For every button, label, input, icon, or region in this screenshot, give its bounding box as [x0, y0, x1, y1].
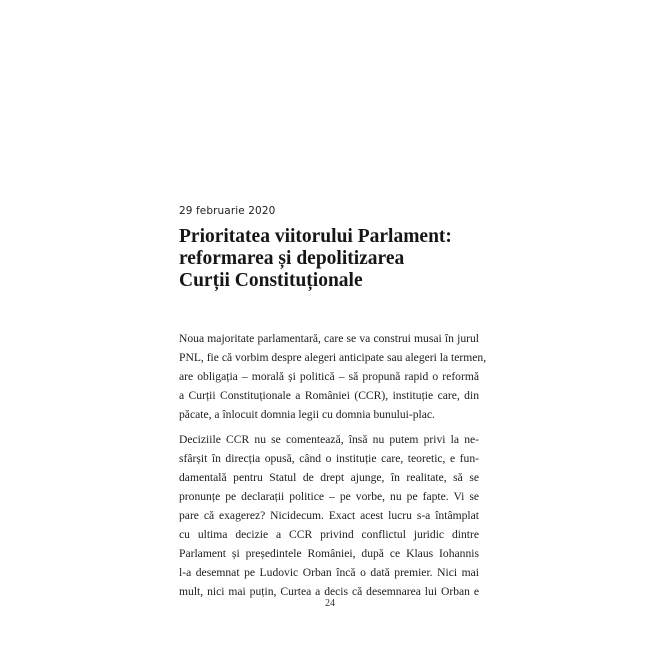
text-line: are obligația – morală și politică – să propună rapid o reformă	[179, 370, 479, 383]
text-line: sfârșit în direcția opusă, când o instituție care, teoretic, e fun-	[179, 452, 479, 465]
text-line: pare că exagerez? Nicidecum. Exact acest lucru s-a întâmplat	[179, 509, 479, 522]
paragraph-1	[179, 329, 487, 424]
text-line: damentală pentru Statul de drept ajunge, în realitate, să se	[179, 471, 479, 484]
title-line: Curții Constituționale	[179, 270, 363, 291]
paragraph-2	[179, 430, 479, 601]
text-line: Noua majoritate parlamentară, care se va construi musai în jurul	[179, 332, 479, 345]
text-line: cu ultima decizie a CCR privind conflictul juridic dintre	[179, 528, 479, 541]
text-line: Parlament și președintele României, după ce Klaus Iohannis	[179, 547, 479, 560]
title-line: Prioritatea viitorului Parlament:	[179, 226, 452, 247]
text-line: păcate, a înlocuit domnia legii cu domnia bunului-plac.	[179, 408, 435, 421]
text-line: Deciziile CCR nu se comentează, însă nu putem privi la ne-	[179, 433, 479, 446]
page-number: 24	[325, 598, 335, 609]
article-title	[179, 226, 499, 292]
text-line: l-a desemnat pe Ludovic Orban încă o dată premier. Nici mai	[179, 566, 479, 579]
title-line: reformarea și depolitizarea	[179, 248, 405, 269]
article-date: 29 februarie 2020	[179, 205, 276, 217]
text-line: pronunțe pe declarații politice – pe vorbe, nu pe fapte. Vi se	[179, 490, 479, 503]
text-line: a Curții Constituționale a României (CCR), instituție care, din	[179, 389, 479, 402]
text-line: PNL, fie că vorbim despre alegeri anticipate sau alegeri la termen,	[179, 351, 487, 364]
text-line: mult, nici mai puțin, Curtea a decis că desemnarea lui Orban e	[179, 585, 479, 598]
